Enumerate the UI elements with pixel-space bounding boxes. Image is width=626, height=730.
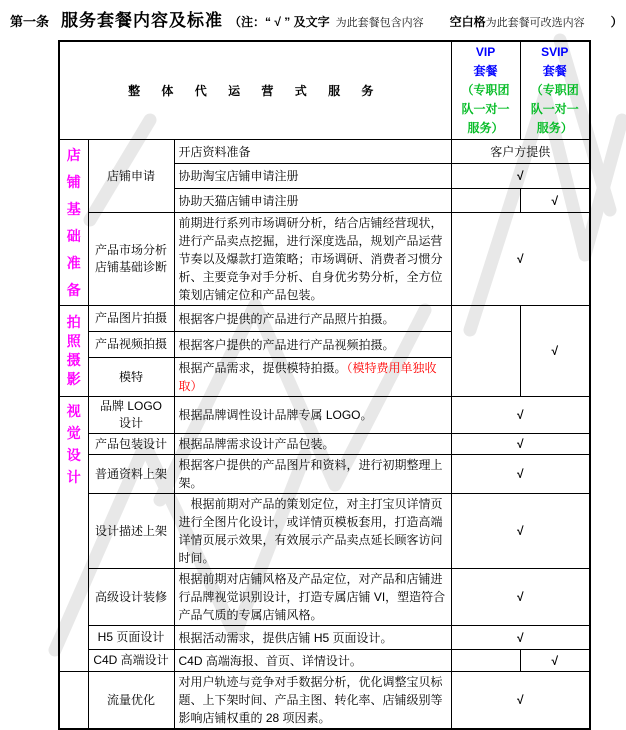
plan-header-vip	[451, 41, 520, 140]
service-table	[58, 40, 591, 730]
item-c4d-design: C4D 高端设计	[88, 650, 174, 672]
note-included: 为此套餐包含内容	[335, 17, 424, 29]
item-model: 模特	[88, 358, 174, 397]
item-logo-design: 品牌 LOGO 设计	[88, 397, 174, 434]
table-row	[59, 672, 590, 730]
table-row	[59, 306, 590, 332]
item-basic-listing: 普通资料上架	[88, 455, 174, 494]
check-cell: √	[451, 455, 590, 494]
section-label-empty	[59, 672, 88, 730]
desc-tmall-register: 协助天猫店铺申请注册	[174, 189, 451, 213]
vip-tier: 套餐	[473, 64, 498, 78]
check-cell: √	[451, 434, 590, 455]
desc-product-video: 根据客户提供的产品进行产品视频拍摄。	[174, 332, 451, 358]
item-product-photo: 产品图片拍摄	[88, 306, 174, 332]
desc-traffic-optimization: 对用户轨迹与竞争对手数据分析，优化调整宝贝标题、上下架时间、产品主图、转化率、店铺级别等影响店铺权重的 28 项因素。	[174, 672, 451, 730]
section-label-shop-basics: 店铺基础准备	[59, 140, 88, 306]
table-row	[59, 494, 590, 569]
svip-check-cell: √	[520, 306, 590, 397]
note-blank: 空白格	[449, 15, 486, 29]
check-cell: √	[451, 397, 590, 434]
desc-packaging-design: 根据品牌需求设计产品包装。	[174, 434, 451, 455]
desc-model	[174, 358, 451, 397]
table-row	[59, 397, 590, 434]
vip-team-note: （专职团 队一对一 服务）	[461, 83, 510, 135]
vip-blank-cell	[451, 189, 520, 213]
svip-label: SVIP	[541, 45, 569, 59]
vip-blank-cell	[451, 306, 520, 397]
desc-design-listing: 根据前期对产品的策划定位，对主打宝贝详情页进行全图片化设计，或详情页模板套用，打造高端详情页展示效果，有效展示产品卖点延长顾客访问时间。	[174, 494, 451, 569]
check-cell: √	[451, 213, 590, 306]
check-cell: √	[451, 494, 590, 569]
section-label-photography: 拍照摄影	[59, 306, 88, 397]
vip-label: VIP	[475, 45, 496, 59]
page-heading	[10, 6, 623, 31]
desc-basic-listing: 根据客户提供的产品图片和资料，进行初期整理上架。	[174, 455, 451, 494]
item-h5-design: H5 页面设计	[88, 626, 174, 650]
desc-product-photo: 根据客户提供的产品进行产品照片拍摄。	[174, 306, 451, 332]
item-packaging-design: 产品包装设计	[88, 434, 174, 455]
vip-blank-cell	[451, 650, 520, 672]
item-design-listing: 设计描述上架	[88, 494, 174, 569]
check-cell: √	[451, 626, 590, 650]
model-fee-note: （模特费用单独收取）	[178, 361, 437, 393]
desc-taobao-register: 协助淘宝店铺申请注册	[174, 164, 451, 189]
service-title: 整 体 代 运 营 式 服 务	[59, 41, 451, 140]
item-premium-decoration: 高级设计装修	[88, 569, 174, 626]
clause-label: 第一条	[10, 14, 50, 29]
svip-check-cell: √	[520, 189, 590, 213]
desc-open-shop-materials: 开店资料准备	[174, 140, 451, 164]
note-open: （注：“ √ ” 及文字	[229, 15, 330, 29]
desc-premium-decoration: 根据前期对店铺风格及产品定位，对产品和店铺进行品牌视觉识别设计，打造专属店铺 VI，塑造符合产品气质的专属店铺风格。	[174, 569, 451, 626]
table-row	[59, 650, 590, 672]
client-provide-cell: 客户方提供	[451, 140, 590, 164]
plan-header-svip	[520, 41, 590, 140]
check-cell: √	[451, 569, 590, 626]
note-close: ）	[610, 15, 623, 29]
desc-model-text: 根据产品需求，提供模特拍摄。	[178, 361, 347, 375]
note-blank-desc: 为此套餐可改选内容	[485, 17, 585, 29]
desc-h5-design: 根据活动需求，提供店铺 H5 页面设计。	[174, 626, 451, 650]
svip-team-note: （专职团 队一对一 服务）	[530, 83, 579, 135]
table-row	[59, 455, 590, 494]
item-shop-application: 店铺申请	[88, 140, 174, 213]
desc-market-analysis: 前期进行系列市场调研分析，结合店铺经营现状，进行产品卖点挖掘，进行深度选品，规划产品运营节奏以及爆款打造策略；市场调研、消费者习惯分析、主要竞争对手分析、自身优劣势分析，全方位策划店铺定位和产品包装。	[174, 213, 451, 306]
page-title: 服务套餐内容及标准	[61, 11, 224, 30]
desc-c4d-design: C4D 高端海报、首页、详情设计。	[174, 650, 451, 672]
check-cell: √	[451, 672, 590, 730]
svip-tier: 套餐	[542, 64, 567, 78]
item-market-analysis: 产品市场分析 店铺基础诊断	[88, 213, 174, 306]
section-label-visual-design: 视觉设计	[59, 397, 88, 672]
svip-check-cell: √	[520, 650, 590, 672]
check-cell: √	[451, 164, 590, 189]
desc-logo-design: 根据品牌调性设计品牌专属 LOGO。	[174, 397, 451, 434]
table-row	[59, 569, 590, 626]
item-traffic-optimization: 流量优化	[88, 672, 174, 730]
item-product-video: 产品视频拍摄	[88, 332, 174, 358]
table-row	[59, 213, 590, 306]
table-row	[59, 140, 590, 164]
table-row	[59, 434, 590, 455]
table-row	[59, 626, 590, 650]
